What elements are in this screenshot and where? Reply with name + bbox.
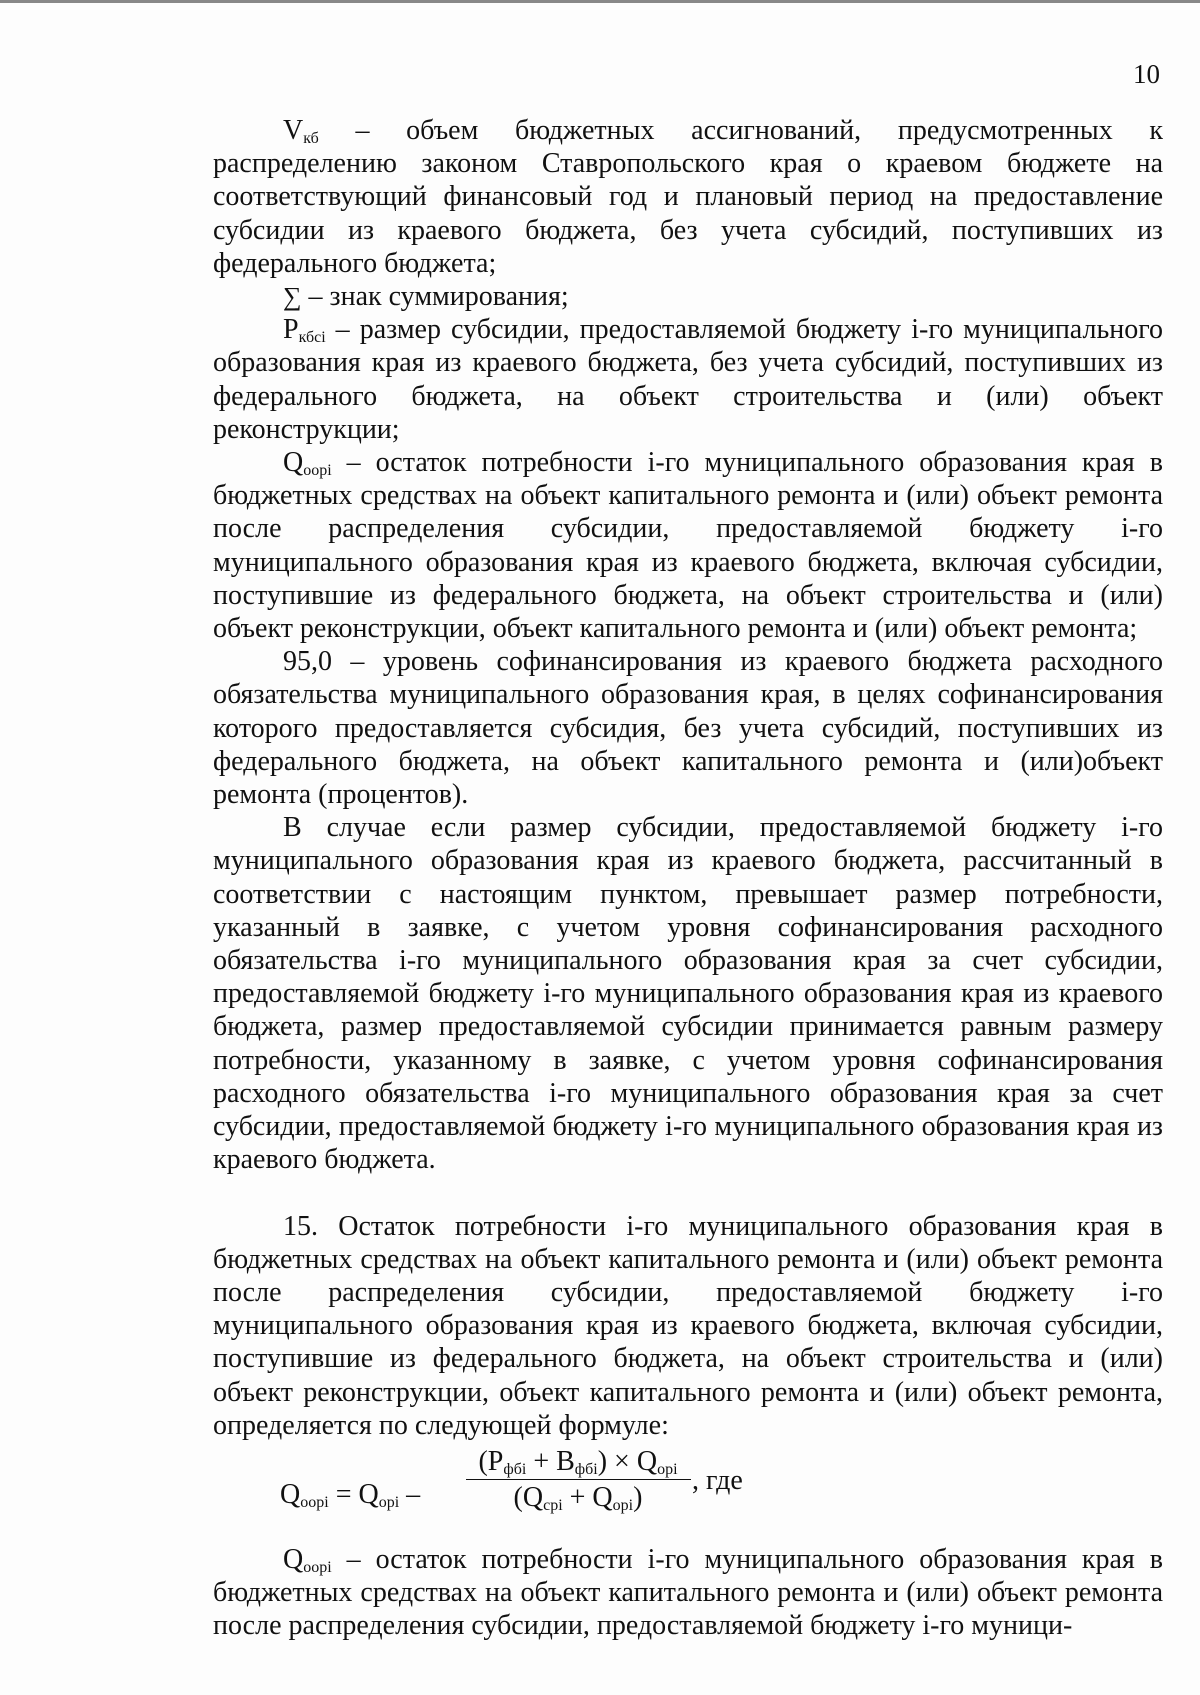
- paragraph-v-kb-definition: [213, 114, 1163, 280]
- sum-sign: ∑: [283, 282, 302, 312]
- paragraph-text: – размер субсидии, предоставляемой бюджету i-го муниципального образования края из краевого бюджета, без учета субсидий, поступивших из федерального бюджета, на объект строительства и (или) объект реконструкции;: [213, 314, 1163, 445]
- paragraph-text: – остаток потребности i-го муниципального образования края в бюджетных средствах на объект капитального ремонта и (или) объект ремонта после распределения субсидии, предоставляемой бюджету i-го муниципального образования края из краевого бюджета, включая субсидии, поступившие из федерального бюджета, на объект строительства и (или) объект реконструкции, объект капитального ремонта и (или) объект ремонта;: [213, 447, 1163, 645]
- paragraph-subsidy-exceeds: В случае если размер субсидии, предоставляемой бюджету i-го муниципального образования края из краевого бюджета, рассчитанный в соответствии с настоящим пунктом, превышает размер потребности, указанный в заявке, с учетом уровня софинансирования расходного обязательства i-го муниципального образования края за счет субсидии, предоставляемой бюджету i-го муниципального образования края из краевого бюджета, размер предоставляемой субсидии принимается равным размеру потребности, указанному в заявке, с учетом уровня софинансирования расходного обязательства i-го муниципального образования края за счет субсидии, предоставляемой бюджету i-го муниципального образования края из краевого бюджета.: [213, 812, 1163, 1176]
- formula-where: , где: [692, 1464, 743, 1496]
- paragraph-text: – знак суммирования;: [301, 281, 569, 313]
- formula-numerator: [463, 1445, 693, 1479]
- paragraph-q-oori-definition: [213, 446, 1163, 645]
- formula-term: (P: [478, 1445, 504, 1477]
- document-body: [213, 114, 1163, 1643]
- formula-subscript: оорi: [300, 1493, 329, 1511]
- symbol-p-kbsi: [283, 314, 326, 345]
- page-number: 10: [1133, 59, 1160, 89]
- paragraph-text: – остаток потребности i-го муниципального образования края в бюджетных средствах на объект капитального ремонта и (или) объект ремонта после распределения субсидии, предоставляемой бюджету i-го муници-: [213, 1543, 1163, 1642]
- paragraph-cofinancing-level: [213, 645, 1163, 811]
- formula-subscript: орi: [378, 1493, 400, 1511]
- formula-term: ): [633, 1481, 643, 1513]
- symbol-subscript: оорi: [303, 462, 332, 480]
- symbol-subscript: оорi: [303, 1558, 332, 1576]
- formula-symbol: Q: [358, 1478, 379, 1510]
- formula-minus: –: [399, 1478, 421, 1510]
- symbol-v-kb: [283, 115, 319, 146]
- cofinancing-level-value: 95,0: [283, 646, 332, 678]
- paragraph-clause-15: 15. Остаток потребности i-го муниципального образования края в бюджетных средствах на объект капитального ремонта и (или) объект ремонта после распределения субсидии, предоставляемой бюджету i-го муниципального образования края из краевого бюджета, включая субсидии, поступившие из федерального бюджета, на объект строительства и (или) объект реконструкции, объект капитального ремонта и (или) объект ремонта, определяется по следующей формуле:: [213, 1210, 1163, 1441]
- formula-subscript: срi: [543, 1496, 563, 1514]
- formula-term: + B: [526, 1445, 575, 1477]
- paragraph-p-kbsi-definition: [213, 313, 1163, 446]
- formula-fraction: [463, 1445, 693, 1516]
- formula-term: ) × Q: [597, 1445, 658, 1477]
- formula-equals: =: [328, 1478, 359, 1510]
- paragraph-sum-definition: [213, 280, 1163, 313]
- symbol-letter: P: [283, 314, 299, 346]
- scan-top-edge: [0, 0, 1200, 3]
- formula-denominator: [463, 1480, 693, 1516]
- symbol-letter: Q: [283, 447, 304, 479]
- paragraph-text: – уровень софинансирования из краевого бюджета расходного обязательства муниципального образования края, в целях софинансирования которого предоставляется субсидия, без учета субсидий, поступивших из федерального бюджета, на объект капитального ремонта и (или)объект ремонта (процентов).: [213, 646, 1163, 811]
- symbol-q-oori: [283, 1544, 332, 1575]
- formula-term: (Q: [513, 1481, 544, 1513]
- symbol-q-oori: [283, 447, 332, 478]
- formula-q-oori: [213, 1445, 1163, 1543]
- symbol-subscript: кб: [303, 130, 319, 147]
- formula-subscript: фбi: [503, 1460, 527, 1478]
- symbol-letter: V: [283, 115, 304, 146]
- symbol-subscript: кбсi: [298, 329, 326, 347]
- formula-term: + Q: [562, 1481, 613, 1513]
- symbol-letter: Q: [283, 1543, 304, 1575]
- formula-subscript: орi: [612, 1496, 634, 1514]
- formula-symbol: Q: [280, 1478, 301, 1510]
- formula-subscript: орi: [657, 1460, 678, 1478]
- formula-left-side: [280, 1479, 420, 1511]
- paragraph-text: – объем бюджетных ассигнований, предусмотренных к распределению законом Ставропольского края о краевом бюджете на соответствующий финансовый год и плановый период на предоставление субсидии из краевого бюджета, без учета субсидий, поступивших из федерального бюджета;: [213, 115, 1163, 279]
- paragraph-q-oori-definition-2: [213, 1543, 1163, 1643]
- formula-subscript: фбi: [574, 1460, 598, 1478]
